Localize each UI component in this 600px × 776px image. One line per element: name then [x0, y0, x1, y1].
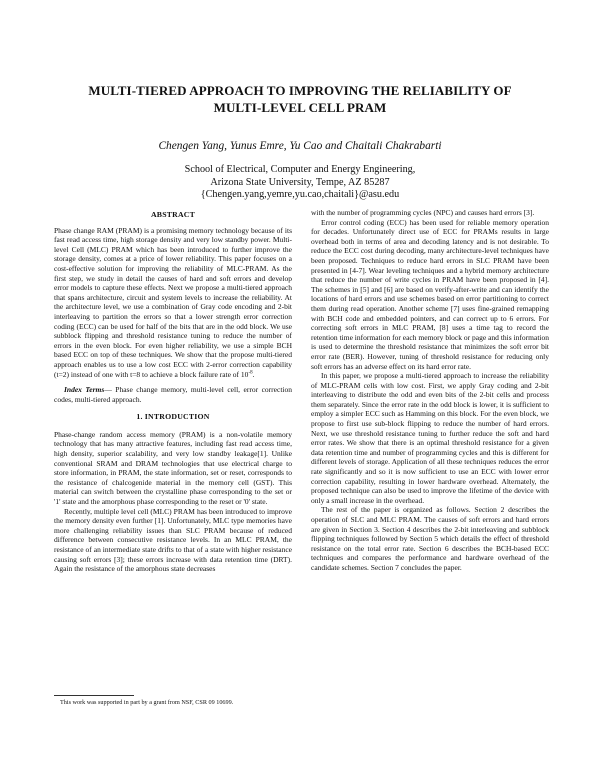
- index-terms-text: — Phase change memory, multi-level cell, error correction codes, multi-tiered approach.: [54, 385, 292, 404]
- index-terms: [54, 385, 292, 404]
- affiliation-line-1: School of Electrical, Computer and Energy Engineering,: [184, 164, 416, 175]
- abstract-body: Phase change RAM (PRAM) is a promising memory technology because of its fast read access time, high storage density and very low standby power. Multi-level Cell (MLC) PRAM which has been introduced to further improve the storage density, comes at a price of lower reliability. This paper focuses on a cost-effective solution for improving the reliability of MLC-PRAM. As the first step, we study in detail the causes of hard and soft errors and develop error models to capture these effects. Next we propose a multi-tiered approach that spans architecture, circuit and system levels to increase the reliability. At the architecture level, we use a combination of Gray code encoding and 2-bit interleaving to partition the errors so that a lower strength error correction coding (ECC) can be used for half of the bits that are in the odd block. We use subblock flipping and threshold resistance tuning to reduce the number of errors in the even block. For even higher reliability, we use a simple BCH based ECC on top of these techniques. We show that the propose multi-tiered approach enables us to use a low cost ECC with 2-error correction capability (t=2) instead of one with t=8 to achieve a block failure rate of 10: [54, 225, 292, 379]
- affiliation-emails: {Chengen.yang,yemre,yu.cao,chaitali}@asu.edu: [200, 189, 400, 200]
- title-line-1: MULTI-TIERED APPROACH TO IMPROVING THE RELIABILITY OF: [88, 83, 512, 98]
- author-list: Chengen Yang, Yunus Emre, Yu Cao and Chaitali Chakrabarti: [158, 140, 442, 152]
- intro-paragraph-2: Recently, multiple level cell (MLC) PRAM has been introduced to improve the memory density even further [1]. Unfortunately, MLC type memories have more challenging reliability issues than SLC PRAM because of reduced difference between consecutive resistance levels. In an MLC PRAM, the resistance of an intermediate state drifts to that of a state with higher resistance causing soft errors [3]; these errors increase with data retention time (DRT). Again the resistance of the amorphous state decreases: [54, 506, 292, 574]
- right-column: [311, 208, 549, 573]
- abstract-heading: ABSTRACT: [150, 210, 196, 219]
- introduction-heading: 1. INTRODUCTION: [136, 412, 210, 422]
- index-terms-label: Index Terms: [64, 385, 105, 395]
- intro-paragraph-1: Phase-change random access memory (PRAM) is a non-volatile memory technology that has many attractive features, including fast read access time, high density, superior scalability, and very low standby leakage[1]. Unlike conventional SRAM and DRAM technologies that use electrical charge to store information, in PRAM, the state information, set or reset, corresponds to the resistance of chalcogenide material in the memory cell (GST). This material can switch between the crystalline phase corresponding to the set or '1' state and the amorphous phase corresponding to the reset or '0' state.: [54, 429, 292, 507]
- right-paragraph-3: The rest of the paper is organized as follows. Section 2 describes the operation of SLC and MLC PRAM. The causes of soft errors and hard errors are given in Section 3. Section 4 describes the 2-bit interleaving and subblock flipping techniques followed by Section 5 which details the effect of threshold resistance on the total error rate. Section 6 describes the BCH-based ECC techniques and compares the performance and hardware overhead of the candidate schemes. Section 7 concludes the paper.: [311, 505, 549, 572]
- right-paragraph-0: with the number of programming cycles (NPC) and causes hard errors [3].: [311, 208, 535, 217]
- title-line-2: MULTI-LEVEL CELL PRAM: [213, 100, 387, 115]
- abstract-exponent: -8: [248, 370, 253, 375]
- paper-title: [40, 82, 560, 116]
- right-paragraph-1: Error control coding (ECC) has been used for reliable memory operation for decades. Unfortunately direct use of ECC for PRAMs results in large overhead both in terms of area and decoding latency and is not desirable. To reduce the ECC cost during decoding, many architecture-level techniques have been proposed. Techniques to reduce hard errors in SLC PRAM have been presented in [4-7]. Wear leveling techniques and a hybrid memory architecture that reduce the number of write cycles in PRAM have been proposed in [4]. The schemes in [5] and [6] are based on verify-after-write and can identify the locations of hard errors and use schemes based on error partitioning to correct them during read operation. Another scheme [7] uses fine-grained remapping with BCH code and embedded pointers, and can correct up to 6 errors. For correcting soft errors in MLC PRAM, [8] uses a time tag to record the retention time information for each memory block or page and this information is used to determine the threshold resistance that minimizes the soft error bit error rate (BER). However, tuning of threshold resistance for reducing only soft errors has an adverse effect on its hard error rate.: [311, 217, 549, 371]
- affiliation-line-2: Arizona State University, Tempe, AZ 85287: [210, 176, 390, 188]
- abstract-text: [54, 226, 292, 380]
- footnote-divider: [54, 695, 134, 696]
- abstract-end: .: [252, 369, 255, 379]
- left-column: [54, 210, 292, 574]
- affiliation-block: [40, 164, 560, 202]
- funding-footnote: This work was supported in part by a grant from NSF, CSR 09 10699.: [60, 699, 234, 706]
- right-paragraph-2: In this paper, we propose a multi-tiered approach to increase the reliability of MLC-PRAM cells with low cost. First, we apply Gray coding and 2-bit interleaving to distribute the odd and even bits of the 2-bit cells and process them separately. Since the error rate in the odd block is lower, it is sufficient to employ a simpler ECC such as Hamming on this block. For the even block, we propose to first use sub-block flipping to reduce the number of hard errors. Next, we use threshold resistance tuning to further reduce the soft and hard error rates. We show that there is an optimal threshold resistance for a given data retention time and number of programming cycles and this is different for different levels of storage. Application of all these techniques reduces the error rate significantly and so it is now sufficient to use an ECC with lower error correction capability, resulting in lower hardware overhead. Alternately, the proposed technique can also be used to improve the lifetime of the device with only a small increase in the overhead.: [311, 371, 549, 505]
